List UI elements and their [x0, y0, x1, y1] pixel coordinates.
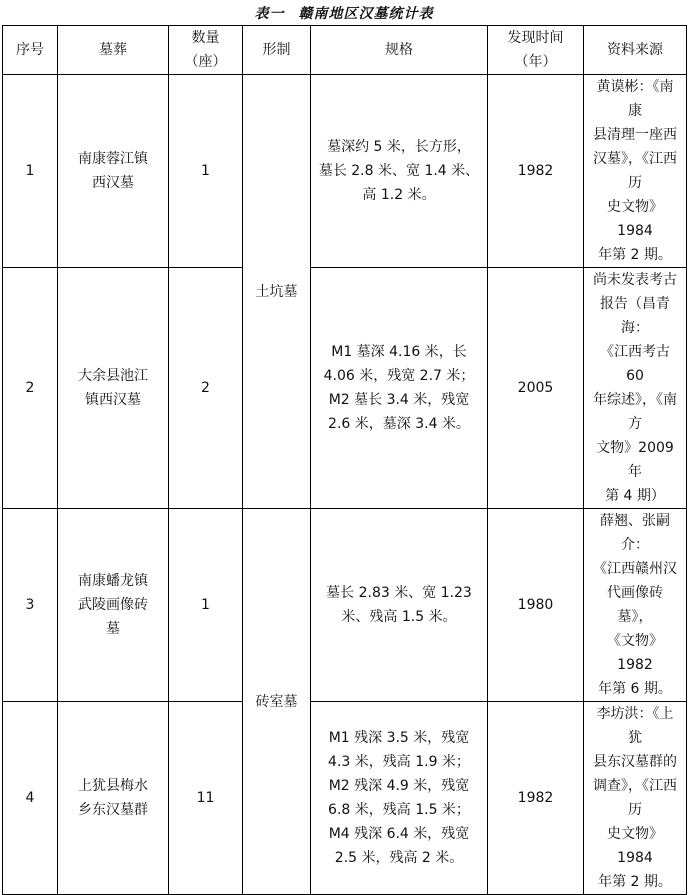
header-spec: 规格: [311, 26, 488, 75]
cell-spec: 墓深约 5 米，长方形， 墓长 2.8 米、宽 1.4 米、 高 1.2 米。: [311, 75, 488, 268]
header-tomb: 墓葬: [58, 26, 169, 75]
cell-year: 1982: [488, 702, 584, 895]
header-count: 数量 （座）: [169, 26, 243, 75]
table-caption: [0, 3, 688, 23]
cell-count: 1: [169, 509, 243, 702]
cell-year: 1980: [488, 509, 584, 702]
header-seq: 序号: [3, 26, 58, 75]
header-row: [3, 26, 687, 75]
cell-tomb: 南康蓉江镇 西汉墓: [58, 75, 169, 268]
cell-form-earth-pit: 土坑墓: [243, 75, 311, 509]
cell-spec: 墓长 2.83 米、宽 1.23 米、残高 1.5 米。: [311, 509, 488, 702]
caption-title: 赣南地区汉墓统计表: [298, 6, 434, 22]
han-tomb-table: [2, 25, 687, 895]
cell-count: 1: [169, 75, 243, 268]
cell-tomb: 南康蟠龙镇 武陵画像砖 墓: [58, 509, 169, 702]
cell-tomb: 上犹县梅水 乡东汉墓群: [58, 702, 169, 895]
cell-spec: M1 墓深 4.16 米，长 4.06 米，残宽 2.7 米； M2 墓长 3.4 米，残宽 2.6 米，墓深 3.4 米。: [311, 268, 488, 509]
cell-source: 尚未发表考古 报告（昌青海： 《江西考古 60 年综述》，《南方 文物》2009 年 第 4 期）: [584, 268, 687, 509]
header-source: 资料来源: [584, 26, 687, 75]
table-row: [3, 702, 687, 895]
table-row: [3, 509, 687, 702]
header-year: 发现时间 （年）: [488, 26, 584, 75]
cell-spec: M1 残深 3.5 米，残宽 4.3 米，残高 1.9 米； M2 残深 4.9 米，残宽 6.8 米，残高 1.5 米； M4 残深 6.4 米，残宽 2.5 米，残高 2 米。: [311, 702, 488, 895]
cell-seq: 3: [3, 509, 58, 702]
cell-source: 李坊洪：《上犹 县东汉墓群的 调查》，《江西历 史文物》1984 年第 2 期。: [584, 702, 687, 895]
cell-year: 1982: [488, 75, 584, 268]
caption-label: 表一: [254, 6, 285, 22]
cell-tomb: 大余县池江 镇西汉墓: [58, 268, 169, 509]
cell-count: 2: [169, 268, 243, 509]
cell-source: 黄谟彬：《南康 县清理一座西 汉墓》，《江西历 史文物》1984 年第 2 期。: [584, 75, 687, 268]
cell-source: 薛翘、张嗣介： 《江西赣州汉 代画像砖墓》， 《文物》1982 年第 6 期。: [584, 509, 687, 702]
cell-seq: 2: [3, 268, 58, 509]
table-row: [3, 268, 687, 509]
cell-seq: 4: [3, 702, 58, 895]
header-form: 形制: [243, 26, 311, 75]
table-row: [3, 75, 687, 268]
cell-form-brick-chamber: 砖室墓: [243, 509, 311, 895]
cell-seq: 1: [3, 75, 58, 268]
cell-year: 2005: [488, 268, 584, 509]
cell-count: 11: [169, 702, 243, 895]
